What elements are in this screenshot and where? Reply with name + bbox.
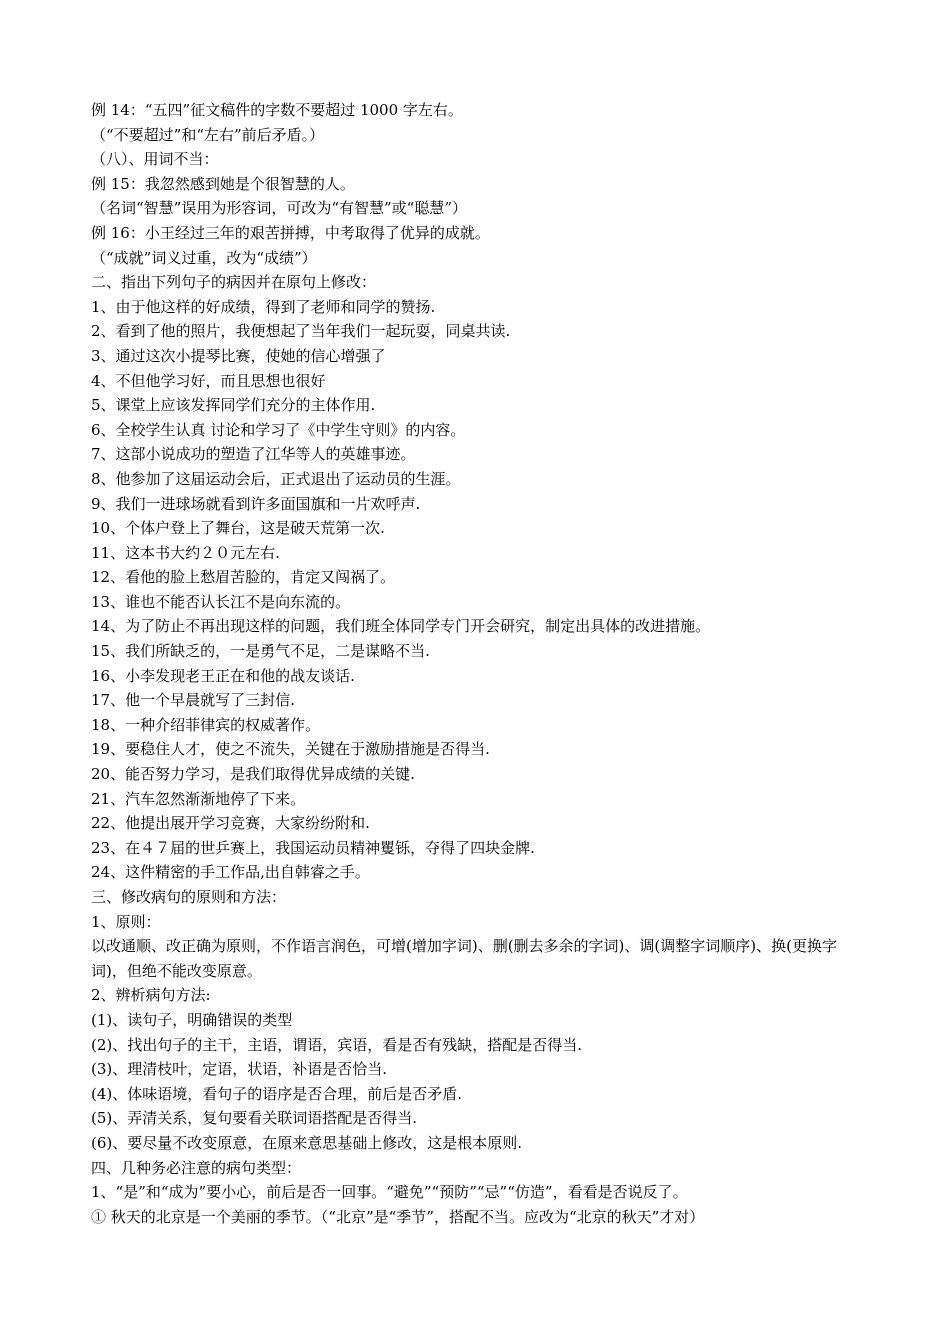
exercise-item: 8、他参加了这届运动会后，正式退出了运动员的生涯。 <box>91 469 461 488</box>
method-item: (2)、找出句子的主干，主语，谓语，宾语，看是否有残缺，搭配是否得当. <box>91 1035 583 1054</box>
principle-heading: 1、原则： <box>91 912 161 931</box>
exercise-item: 9、我们一进球场就看到许多面国旗和一片欢呼声. <box>91 494 421 513</box>
section-heading-types: 四、几种务必注意的病句类型： <box>91 1158 302 1177</box>
exercise-item: 6、全校学生认真 讨论和学习了《中学生守则》的内容。 <box>91 420 466 439</box>
method-item: (1)、读句子，明确错误的类型 <box>91 1010 293 1029</box>
exercise-item: 4、不但他学习好，而且思想也很好 <box>91 371 326 390</box>
exercise-item: 13、谁也不能否认长江不是向东流的。 <box>91 592 351 611</box>
exercise-item: 5、课堂上应该发挥同学们充分的主体作用. <box>91 396 376 415</box>
method-item: (6)、要尽量不改变原意，在原来意思基础上修改，这是根本原则. <box>91 1133 523 1152</box>
exercise-item: 1、由于他这样的好成绩，得到了老师和同学的赞扬. <box>91 297 436 316</box>
document-page <box>91 98 871 1229</box>
exercise-item: 3、通过这次小提琴比赛，使她的信心增强了 <box>91 346 386 365</box>
section-heading-word-misuse: （八）、用词不当： <box>91 150 219 169</box>
exercise-item: 16、小李发现老王正在和他的战友谈话. <box>91 666 355 685</box>
exercise-item: 14、为了防止不再出现这样的问题，我们班全体同学专门开会研究，制定出具体的改进措施。 <box>91 617 711 636</box>
example-15: 例 15：我忽然感到她是个很智慧的人。 <box>91 174 355 193</box>
type-example: ① 秋天的北京是一个美丽的季节。（“北京”是“季节”，搭配不当。应改为“北京的秋天”才对） <box>91 1207 705 1226</box>
exercise-item: 2、看到了他的照片，我便想起了当年我们一起玩耍，同桌共读. <box>91 322 511 341</box>
exercise-item: 20、能否努力学习，是我们取得优异成绩的关键. <box>91 765 415 784</box>
exercise-item: 23、在４７届的世乒赛上，我国运动员精神矍铄，夺得了四块金牌. <box>91 838 535 857</box>
method-item: (4)、体味语境，看句子的语序是否合理，前后是否矛盾. <box>91 1084 463 1103</box>
section-heading-exercises: 二、指出下列句子的病因并在原句上修改： <box>91 273 377 292</box>
section-heading-principles: 三、修改病句的原则和方法： <box>91 888 287 906</box>
example-15-note: （名词“智慧”误用为形容词，可改为“有智慧”或“聪慧”） <box>91 199 468 218</box>
exercise-item: 17、他一个早晨就写了三封信. <box>91 691 295 710</box>
principle-paragraph: 以改通顺、改正确为原则，不作语言润色，可增(增加字词)、删(删去多余的字词)、调(调整字词顺序)、换(更换字词)，但绝不能改变原意。 <box>91 937 837 980</box>
example-16-note: （“成就”词义过重，改为“成绩”） <box>91 248 317 267</box>
exercise-item: 10、个体户登上了舞台，这是破天荒第一次. <box>91 519 385 538</box>
method-heading: 2、辨析病句方法: <box>91 986 211 1005</box>
method-item: (5)、弄清关系，复句要看关联词语搭配是否得当. <box>91 1109 418 1128</box>
exercise-item: 15、我们所缺乏的，一是勇气不足，二是谋略不当. <box>91 642 430 661</box>
exercise-item: 12、看他的脸上愁眉苦脸的，肯定又闯祸了。 <box>91 568 396 587</box>
example-14-note: （“不要超过”和“左右”前后矛盾。） <box>91 125 325 144</box>
type-item: 1、“是”和“成为”要小心，前后是否一回事。“避免”“预防”“忌”“仿造”，看看是否说反了。 <box>91 1183 688 1202</box>
exercise-item: 22、他提出展开学习竞赛，大家纷纷附和. <box>91 814 370 833</box>
exercise-item: 19、要稳住人才，使之不流失，关键在于激励措施是否得当. <box>91 740 490 759</box>
exercise-item: 11、这本书大约２０元左右. <box>91 543 280 562</box>
example-14: 例 14：“五四”征文稿件的字数不要超过 1000 字左右。 <box>91 101 463 119</box>
exercise-item: 7、这部小说成功的塑造了江华等人的英雄事迹。 <box>91 445 416 464</box>
exercise-item: 21、汽车忽然渐渐地停了下来。 <box>91 789 306 808</box>
method-item: (3)、理清枝叶，定语，状语，补语是否恰当. <box>91 1060 388 1079</box>
exercise-item: 24、这件精密的手工作品,出自韩睿之手。 <box>91 863 370 882</box>
exercise-item: 18、一种介绍菲律宾的权威著作。 <box>91 715 321 734</box>
example-16: 例 16：小王经过三年的艰苦拼搏，中考取得了优异的成就。 <box>91 223 490 242</box>
